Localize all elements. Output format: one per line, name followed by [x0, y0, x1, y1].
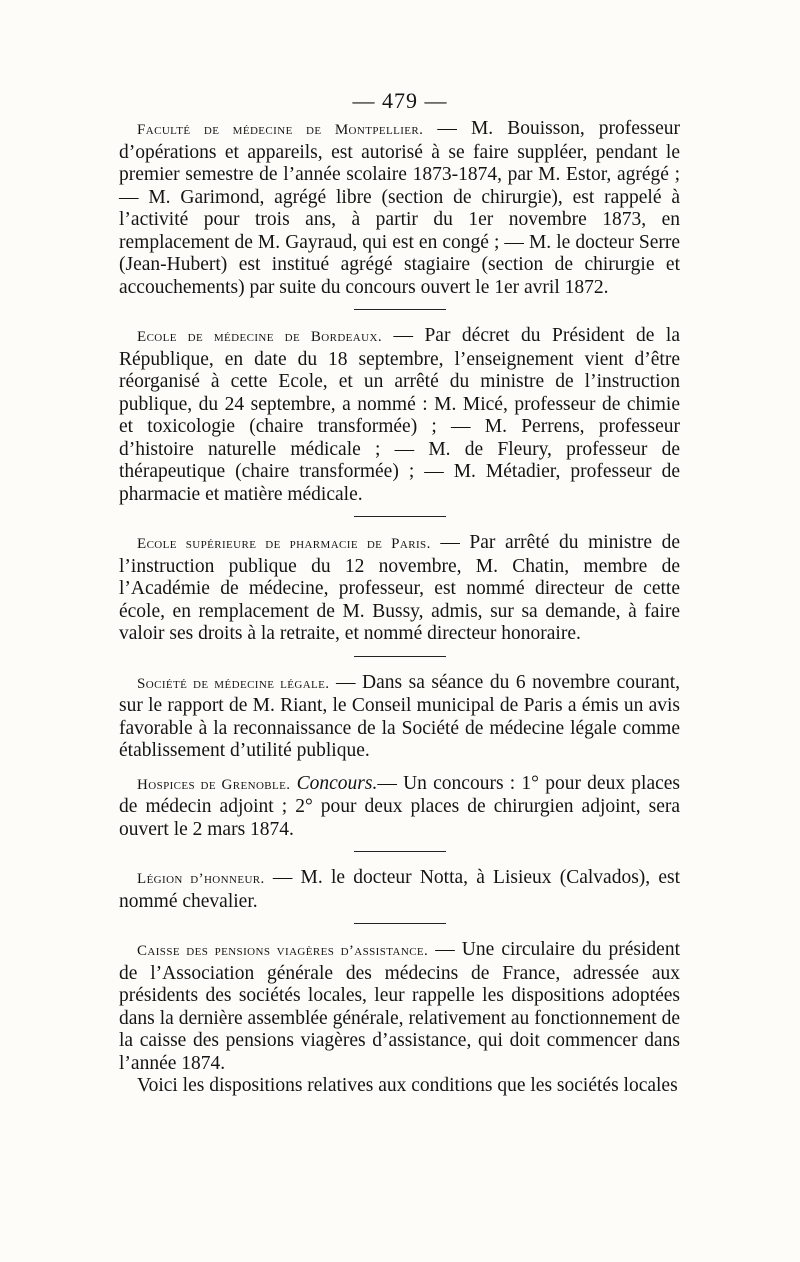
paragraph-grenoble — [119, 773, 680, 842]
body-bordeaux: — Par décret du Président de la République, en date du 18 septembre, l’enseignement vient d’être réorganisé à cette Ecole, et un arrêté du ministre de l’instruction publique, du 24 septembre, a nommé : M. Micé, professeur de chimie et toxicologie (chaire transformée) ; — M. Perrens, professeur d’histoire naturelle médicale ; — M. de Fleury, professeur de thérapeutique (chaire transformée) ; — M. Métadier, professeur de pharmacie et matière médicale. — [119, 325, 680, 505]
paragraph-legion — [119, 867, 680, 913]
page-text — [119, 118, 680, 1098]
section-divider — [354, 923, 446, 924]
section-divider — [354, 851, 446, 852]
paragraph-caisse — [119, 939, 680, 1075]
heading-legion: Légion d’honneur. — [137, 871, 265, 887]
section-divider — [354, 516, 446, 517]
paragraph-medecine-legale — [119, 672, 680, 763]
paragraph-closing: Voici les dispositions relatives aux conditions que les sociétés locales — [137, 1075, 678, 1096]
body-caisse: — Une circulaire du président de l’Association générale des médecins de France, adressée aux présidents des sociétés locales, leur rappelle les dispositions adoptées dans la dernière assemblée générale, relativement au fonctionnement de la caisse des pensions viagères d’assistance, qui doit commencer dans l’année 1874. — [119, 939, 680, 1074]
heading-montpellier: Faculté de médecine de Montpellier. — [137, 122, 424, 138]
section-gap — [119, 763, 680, 773]
body-pharmacie: — Par arrêté du ministre de l’instruction publique du 12 novembre, M. Chatin, membre de l’Académie de médecine, professeur, est nommé directeur de cette école, en remplacement de M. Bussy, admis, sur sa demande, à faire valoir ses droits à la retraite, et nommé directeur honoraire. — [119, 532, 680, 644]
page-number: — 479 — — [352, 88, 448, 113]
heading-pharmacie: Ecole supérieure de pharmacie de Paris. — [137, 536, 431, 552]
body-montpellier: — M. Bouisson, professeur d’opérations et appareils, est autorisé à se faire suppléer, pendant le premier semestre de l’année scolaire 1873-1874, par M. Estor, agrégé ; — M. Garimond, agrégé libre (section de chirurgie), est rappelé à l’activité pour trois ans, à partir du 1er novembre 1873, en remplacement de M. Gayraud, qui est en congé ; — M. le docteur Serre (Jean-Hubert) est institué agrégé stagiaire (section de chirurgie et accouchements) par suite du concours ouvert le 1er avril 1872. — [119, 118, 680, 298]
body-legion: — M. le docteur Notta, à Lisieux (Calvados), est nommé chevalier. — [119, 867, 680, 912]
heading-medecine-legale: Société de médecine légale. — [137, 675, 330, 692]
paragraph-montpellier — [119, 118, 680, 299]
section-divider — [354, 656, 446, 657]
body-grenoble: — Un concours : 1° pour deux places de médecin adjoint ; 2° pour deux places de chirurgien adjoint, sera ouvert le 2 mars 1874. — [119, 772, 681, 840]
heading-grenoble: Hospices de Grenoble. — [137, 776, 291, 793]
italic-concours: Concours. — [290, 772, 378, 794]
paragraph-bordeaux — [119, 325, 680, 506]
section-divider — [354, 309, 446, 310]
heading-caisse: Caisse des pensions viagères d’assistance. — [137, 943, 429, 959]
paragraph-pharmacie — [119, 532, 680, 646]
heading-bordeaux: Ecole de médecine de Bordeaux. — [137, 329, 382, 345]
body-medecine-legale: — Dans sa séance du 6 novembre courant, sur le rapport de M. Riant, le Conseil municipal de Paris a émis un avis favorable à la reconnaissance de la Société de médecine légale comme établissement d’utilité publique. — [119, 671, 680, 761]
